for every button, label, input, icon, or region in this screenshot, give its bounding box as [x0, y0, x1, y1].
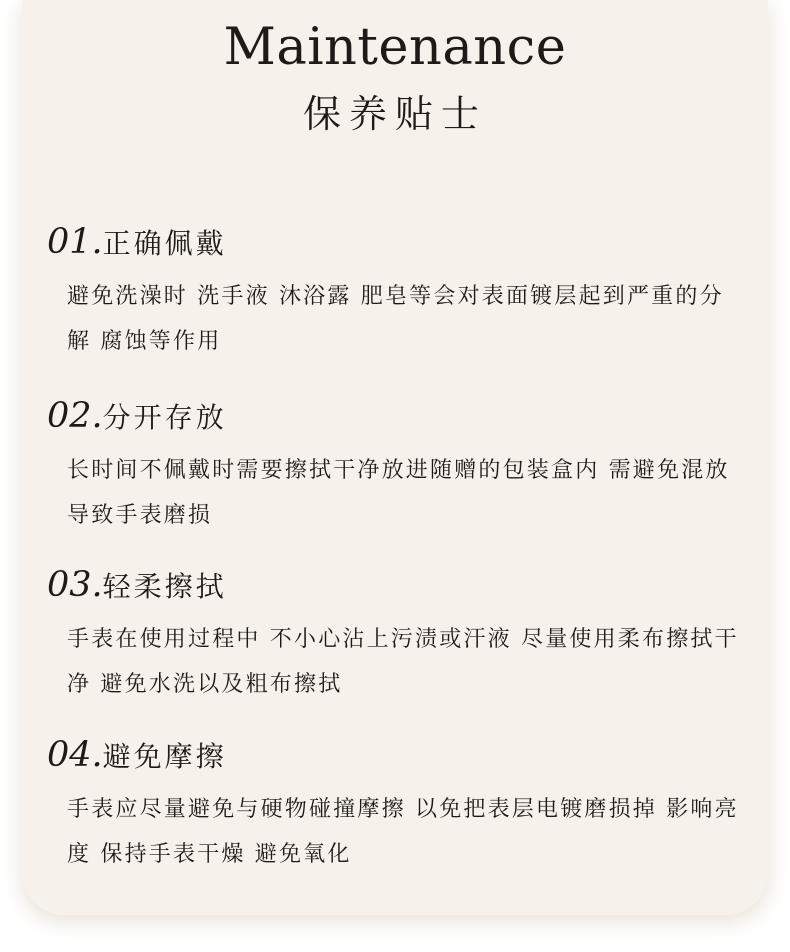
tip-number: 02.: [47, 396, 103, 436]
page-subtitle: 保养贴士: [302, 92, 487, 136]
tip-title: 避免摩擦: [102, 740, 227, 773]
tip-number: 03.: [47, 565, 103, 605]
tip-body: 避免洗澡时 洗手液 沐浴露 肥皂等会对表面镀层起到严重的分解 腐蚀等作用: [67, 284, 724, 354]
tip-heading: [47, 565, 737, 605]
tip-title: 分开存放: [102, 401, 227, 434]
tip-heading: [47, 396, 737, 436]
tip-title: 正确佩戴: [102, 227, 227, 260]
tip-section-storage: [47, 396, 737, 538]
tip-title: 轻柔擦拭: [102, 570, 227, 603]
tip-heading: [47, 735, 737, 775]
tip-body: 长时间不佩戴时需要擦拭干净放进随赠的包装盒内 需避免混放导致手表磨损: [67, 458, 730, 528]
tip-body: 手表在使用过程中 不小心沾上污渍或汗液 尽量使用柔布擦拭干净 避免水洗以及粗布擦拭: [67, 627, 739, 697]
tip-number: 04.: [47, 735, 103, 775]
page-title: Maintenance: [223, 18, 567, 77]
tip-heading: [47, 222, 737, 262]
tip-body: 手表应尽量避免与硬物碰撞摩擦 以免把表层电镀磨损掉 影响亮度 保持手表干燥 避免氧化: [67, 797, 739, 867]
tip-section-cleaning: [47, 565, 739, 707]
tip-section-wearing: [47, 222, 737, 364]
tip-number: 01.: [47, 222, 103, 262]
tip-section-friction: [47, 735, 739, 877]
